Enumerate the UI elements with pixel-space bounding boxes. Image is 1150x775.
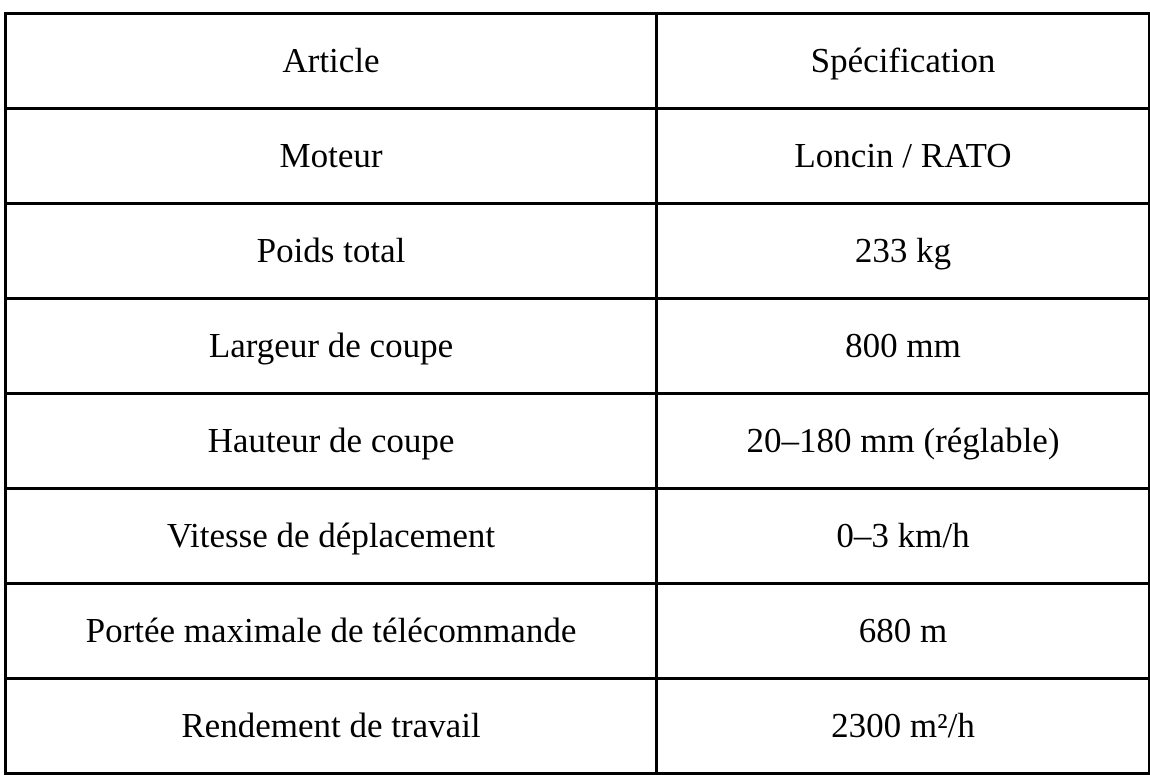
cell-specification: 233 kg — [657, 204, 1150, 299]
cell-specification: 20–180 mm (réglable) — [657, 394, 1150, 489]
cell-specification: 0–3 km/h — [657, 489, 1150, 584]
cell-article: Vitesse de déplacement — [6, 489, 657, 584]
table-row — [6, 109, 1150, 204]
table-header — [6, 14, 1150, 109]
cell-article: Largeur de coupe — [6, 299, 657, 394]
cell-specification: 800 mm — [657, 299, 1150, 394]
table-row — [6, 394, 1150, 489]
table-header-row — [6, 14, 1150, 109]
spec-table — [4, 12, 1150, 775]
cell-specification: 2300 m²/h — [657, 679, 1150, 774]
cell-article: Poids total — [6, 204, 657, 299]
table-row — [6, 679, 1150, 774]
cell-specification: 680 m — [657, 584, 1150, 679]
table-body — [6, 109, 1150, 774]
table-row — [6, 204, 1150, 299]
header-article: Article — [6, 14, 657, 109]
table-row — [6, 489, 1150, 584]
cell-article: Moteur — [6, 109, 657, 204]
table-row — [6, 584, 1150, 679]
cell-article: Hauteur de coupe — [6, 394, 657, 489]
cell-article: Rendement de travail — [6, 679, 657, 774]
cell-specification: Loncin / RATO — [657, 109, 1150, 204]
table-row — [6, 299, 1150, 394]
header-specification: Spécification — [657, 14, 1150, 109]
cell-article: Portée maximale de télécommande — [6, 584, 657, 679]
